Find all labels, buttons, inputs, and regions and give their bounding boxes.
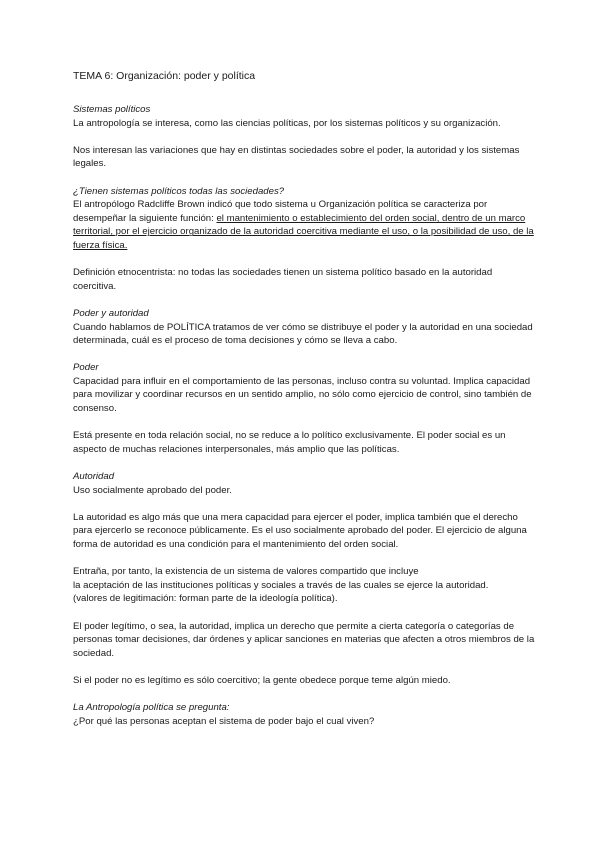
paragraph-line: la aceptación de las instituciones políticas y sociales a través de las cuales se ejerce la autoridad. (73, 579, 489, 591)
document-body (73, 70, 535, 728)
paragraph-question: ¿Por qué las personas aceptan el sistema de poder bajo el cual viven? (73, 715, 375, 727)
section-heading-antropologia-pregunta: La Antropología política se pregunta: (73, 702, 230, 714)
paragraph-radcliffe-brown (73, 198, 535, 252)
paragraph: Está presente en toda relación social, no se reduce a lo político exclusivamente. El poder social es un aspecto de muchas relaciones interpersonales, más amplio que las políticas. (73, 430, 506, 455)
paragraph: Si el poder no es legítimo es sólo coercitivo; la gente obedece porque teme algún miedo. (73, 674, 451, 686)
paragraph: El poder legítimo, o sea, la autoridad, implica un derecho que permite a cierta categoría o categorías de personas tomar decisiones, dar órdenes y aplicar sanciones en materias que afecten a otros miembros de la sociedad. (73, 620, 535, 659)
paragraph-line: Entraña, por tanto, la existencia de un sistema de valores compartido que incluye (73, 566, 419, 578)
paragraph-line: (valores de legitimación: forman parte de la ideología política). (73, 593, 338, 605)
section-heading-tienen-sistemas: ¿Tienen sistemas políticos todas las sociedades? (73, 185, 285, 197)
underlined-definition: el mantenimiento o establecimiento del orden social, dentro de un marco territorial, por el ejercicio organizado de la autoridad coercitiva mediante el uso, o la posibilidad de uso, de la fuerza física. (73, 212, 534, 251)
paragraph: Cuando hablamos de POLÍTICA tratamos de ver cómo se distribuye el poder y la autoridad en una sociedad determinada, cuál es el proceso de toma decisiones y cómo se lleva a cabo. (73, 321, 533, 347)
paragraph: Capacidad para influir en el comportamiento de las personas, incluso contra su voluntad. Implica capacidad para movilizar y coordinar recursos en un sentido amplio, no sólo como ejercicio de control, sino también de consenso. (73, 375, 532, 415)
paragraph: Nos interesan las variaciones que hay en distintas sociedades sobre el poder, la autoridad y los sistemas legales. (73, 144, 520, 170)
document-title: TEMA 6: Organización: poder y política (73, 70, 256, 82)
paragraph: Uso socialmente aprobado del poder. (73, 484, 232, 496)
section-heading-poder-y-autoridad: Poder y autoridad (73, 307, 149, 319)
paragraph-plain-text: El antropólogo Radcliffe Brown indicó que todo sistema u Organización política se caracteriza por desempeñar la siguiente función: (73, 199, 488, 224)
paragraph: Definición etnocentrista: no todas las sociedades tienen un sistema político basado en la autoridad coercitiva. (73, 267, 493, 292)
section-heading-sistemas-politicos: Sistemas políticos (73, 104, 151, 115)
section-heading-autoridad: Autoridad (73, 471, 115, 483)
section-heading-poder: Poder (73, 362, 99, 374)
paragraph: La antropología se interesa, como las ciencias políticas, por los sistemas políticos y su organización. (73, 117, 501, 129)
paragraph: La autoridad es algo más que una mera capacidad para ejercer el poder, implica también que el derecho para ejercerlo se reconoce públicamente. Es el uso socialmente aprobado del poder. El ejercicio de alguna forma de autoridad es una condición para el mantenimiento del orden social. (73, 511, 527, 550)
